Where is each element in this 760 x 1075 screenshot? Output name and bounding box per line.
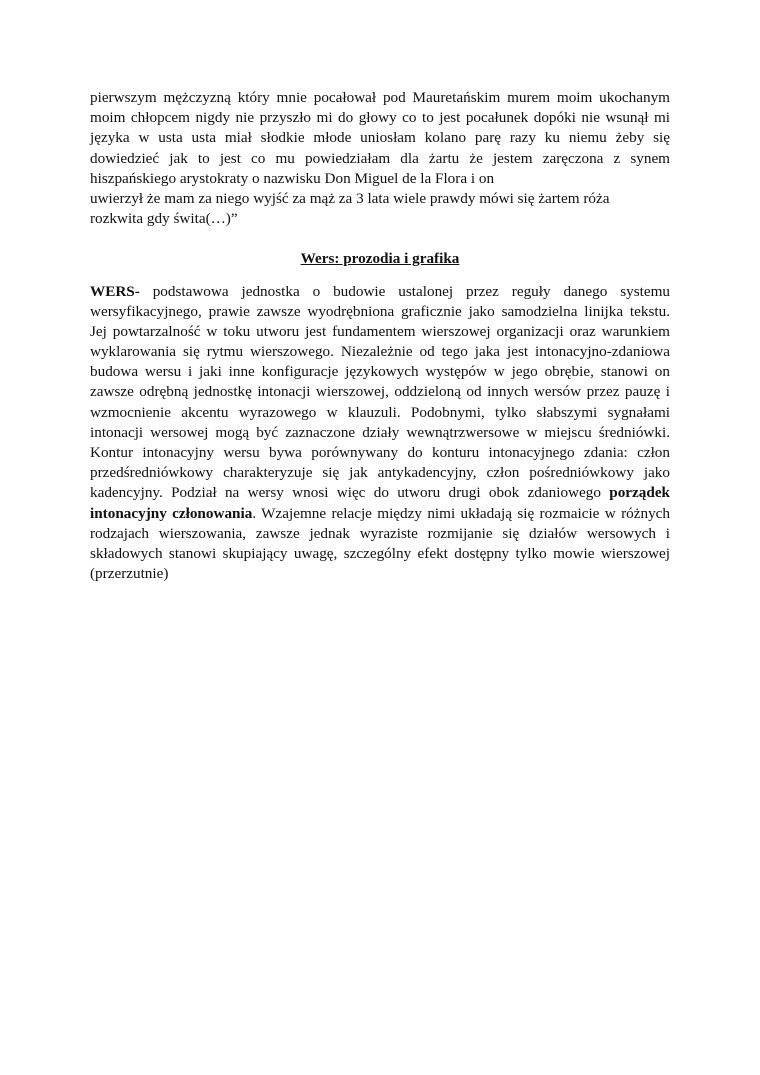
wers-line-14: składowych stanowi skupiający uwagę, szczególny efekt dostępny tylko mowie wierszowej [90,544,670,562]
wers-line-3: Jej powtarzalność w toku utworu jest fundamentem wierszowej organizacji oraz warunkiem [90,322,670,340]
wers-line-12 [90,504,670,524]
wers-paragraph [90,282,670,585]
wers-line-11 [90,483,670,503]
quote-line-2: moim chłopcem nigdy nie przyszło mi do głowy co to jest pocałunek dopóki nie wsunął mi [90,109,670,127]
wers-line-1-rest: podstawowa jednostka o budowie ustalonej przez reguły danego systemu [139,282,670,300]
section-heading: Wers: prozodia i grafika [300,250,460,268]
quote-line-6: uwierzył że mam za niego wyjść za mąż za 3 lata wiele prawdy mówi się żartem róża [90,189,610,207]
wers-line-12-text: . Wzajemne relacje między nimi układają się rozmaicie w różnych [252,504,670,522]
quote-line-3: języka w usta usta miał słodkie młode uniosłam kolano parę razy ku niemu żeby się [90,129,670,147]
wers-line-1 [90,282,670,302]
quote-paragraph [90,88,670,229]
wers-line-7: wzmocnienie akcentu wyrazowego w klauzuli. Podobnymi, tylko słabszymi sygnałami [90,403,670,421]
quote-line-5: hiszpańskiego arystokraty o nazwisku Don Miguel de la Flora i on [90,169,495,187]
wers-line-13: rodzajach wierszowania, zawsze jednak wyraziste rozmijanie się działów wersowych i [90,524,670,542]
wers-line-8: intonacji wersowej mogą być zaznaczone działy wewnątrzwersowe w miejscu średniówki. [90,423,670,441]
wers-line-6: zawsze odrębną jednostkę intonacji wierszowej, oddzieloną od innych wersów przez pauzę i [90,383,670,401]
bold-phrase-start: porządek [609,484,670,502]
document-page [90,88,670,584]
wers-line-15: (przerzutnie) [90,565,169,583]
quote-line-4: dowiedzieć jak to jest co mu powiedziałam dla żartu że jestem zaręczona z synem [90,149,670,167]
wers-line-9: Kontur intonacyjny wersu bywa porównywany do konturu intonacyjnego zdania: człon [90,444,670,462]
wers-line-5: budowa wersu i jaki inne konfiguracje językowych występów w jego obrębie, stanowi on [90,363,670,381]
wers-line-11-text: kadencyjny. Podział na wersy wnosi więc do utworu drugi obok zdaniowego [90,484,610,502]
bold-phrase-end: intonacyjny członowania [90,504,253,522]
quote-line-1: pierwszym mężczyzną który mnie pocałował pod Mauretańskim murem moim ukochanym [90,89,670,106]
wers-line-4: wyklarowania się rytmu wierszowego. Niezależnie od tego jaka jest intonacyjno-zdaniowa [90,343,670,361]
wers-line-2: wersyfikacyjnego, prawie zawsze wyodrębniona graficznie jako samodzielna linijka tekstu. [90,302,670,320]
term-wers: WERS- [90,282,140,300]
quote-line-7: rozkwita gdy świta(…)” [90,210,238,228]
wers-line-10: przedśredniówkowy charakteryzuje się jak antykadencyjny, człon pośredniówkowy jako [90,464,670,482]
